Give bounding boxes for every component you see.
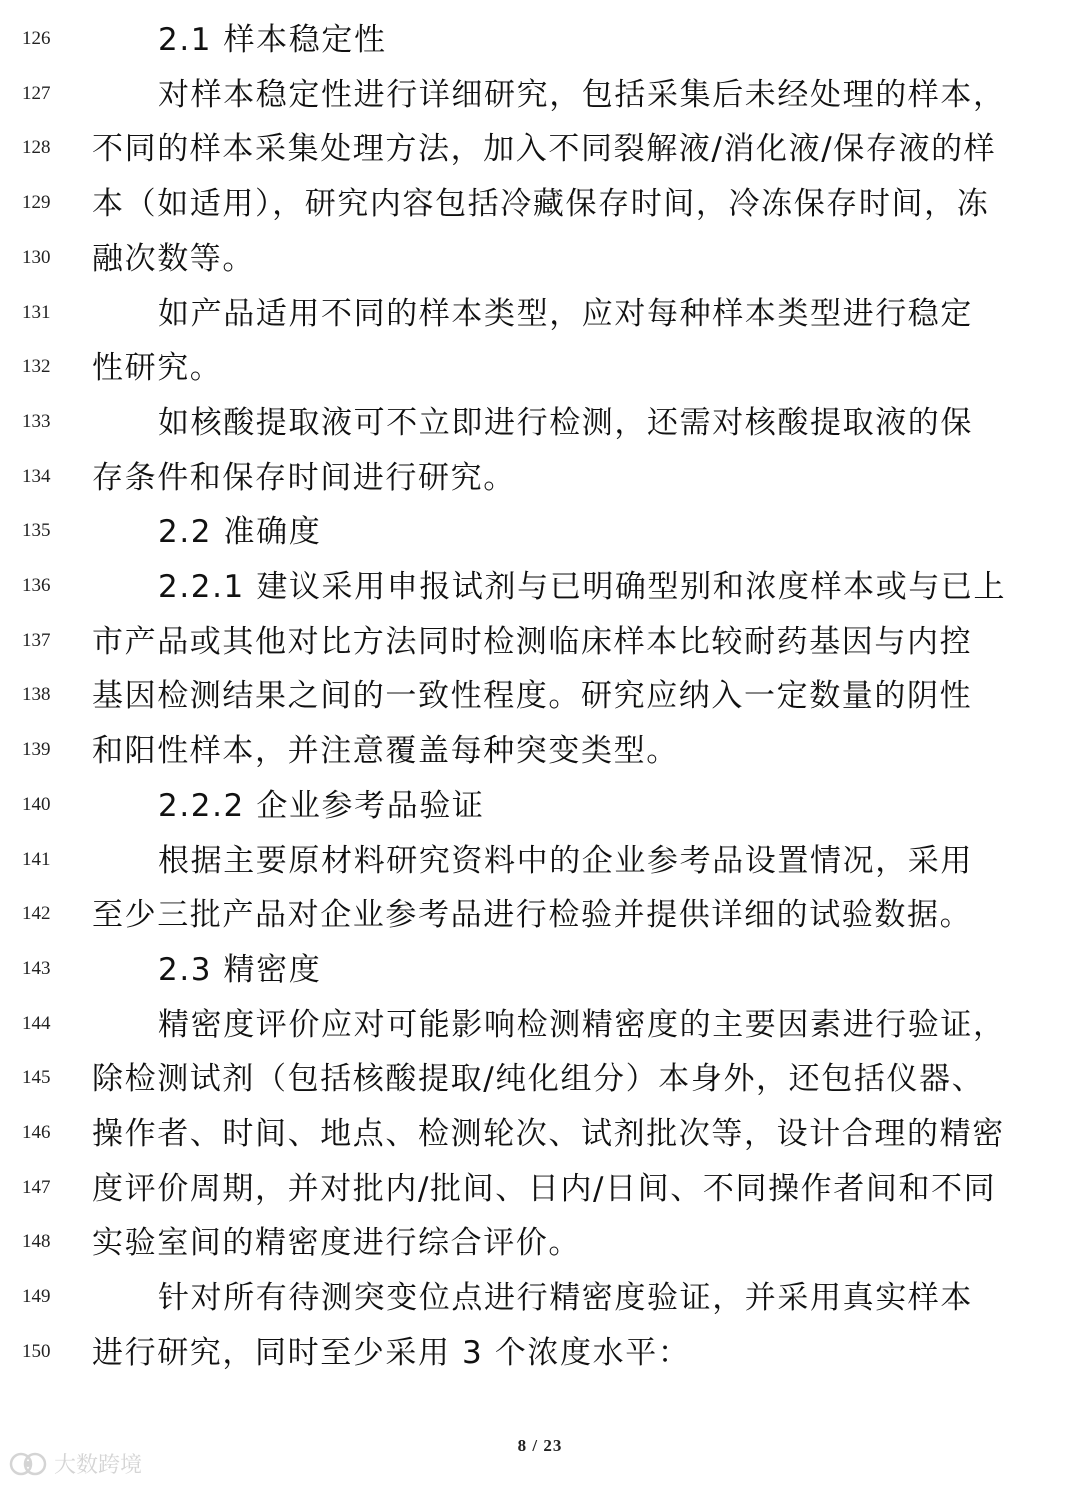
line-text: 根据主要原材料研究资料中的企业参考品设置情况，采用 [158, 842, 973, 879]
document-line [0, 340, 1080, 396]
line-text: 对样本稳定性进行详细研究，包括采集后未经处理的样本， [158, 76, 1006, 113]
document-line [0, 614, 1080, 670]
line-number: 131 [22, 301, 51, 323]
document-line [0, 942, 1080, 998]
document-line [0, 176, 1080, 232]
line-text: 如产品适用不同的样本类型，应对每种样本类型进行稳定 [158, 295, 973, 332]
document-line [0, 833, 1080, 889]
line-number: 132 [22, 356, 51, 378]
watermark [8, 1448, 142, 1479]
document-line [0, 1325, 1080, 1381]
line-number: 144 [22, 1012, 51, 1034]
line-number: 148 [22, 1231, 51, 1253]
line-text: 操作者、时间、地点、检测轮次、试剂批次等，设计合理的精密 [92, 1116, 1005, 1152]
line-text: 2.2 准确度 [158, 514, 322, 551]
document-line [0, 778, 1080, 834]
line-number: 130 [22, 246, 51, 268]
document-line [0, 67, 1080, 123]
line-number: 141 [22, 848, 51, 870]
line-number: 136 [22, 575, 51, 596]
line-text: 性研究。 [92, 350, 223, 387]
line-number: 127 [22, 82, 51, 104]
line-number: 143 [22, 957, 51, 979]
document-line [0, 997, 1080, 1053]
line-number: 137 [22, 629, 51, 651]
document-line [0, 1215, 1080, 1271]
line-number: 140 [22, 793, 51, 815]
line-text: 实验室间的精密度进行综合评价。 [92, 1225, 581, 1262]
line-text: 和阳性样本，并注意覆盖每种突变类型。 [92, 733, 679, 770]
line-number: 147 [22, 1176, 51, 1198]
line-number: 135 [22, 520, 51, 542]
line-number: 138 [22, 684, 51, 706]
line-text: 基因检测结果之间的一致性程度。研究应纳入一定数量的阴性 [92, 678, 973, 715]
line-text: 市产品或其他对比方法同时检测临床样本比较耐药基因与内控 [92, 623, 973, 660]
document-line [0, 723, 1080, 779]
document-line [0, 559, 1080, 615]
line-number: 150 [22, 1340, 51, 1362]
line-text: 本（如适用），研究内容包括冷藏保存时间，冷冻保存时间，冻 [92, 186, 990, 223]
document-line [0, 1106, 1080, 1162]
line-number: 134 [22, 465, 51, 487]
line-text: 度评价周期，并对批内/批间、日内/日间、不同操作者间和不同 [92, 1170, 997, 1207]
line-number: 128 [22, 137, 51, 159]
line-text: 2.2.2 企业参考品验证 [158, 787, 485, 824]
document-line [0, 887, 1080, 943]
line-text: 2.1 样本稳定性 [158, 22, 387, 58]
document-line [0, 450, 1080, 506]
line-number: 149 [22, 1286, 51, 1308]
line-text: 精密度评价应对可能影响检测精密度的主要因素进行验证， [158, 1006, 1006, 1043]
line-number: 142 [22, 903, 51, 925]
document-line [0, 1270, 1080, 1326]
line-text: 除检测试剂（包括核酸提取/纯化组分）本身外，还包括仪器、 [92, 1061, 985, 1098]
document-line [0, 504, 1080, 560]
document-line [0, 286, 1080, 342]
line-text: 2.2.1 建议采用申报试剂与已明确型别和浓度样本或与已上 [158, 569, 1007, 605]
line-number: 146 [22, 1122, 51, 1143]
line-text: 存条件和保存时间进行研究。 [92, 459, 516, 496]
watermark-text: 大数跨境 [54, 1453, 143, 1478]
document-line [0, 668, 1080, 724]
document-line [0, 395, 1080, 451]
line-text: 不同的样本采集处理方法，加入不同裂解液/消化液/保存液的样 [92, 131, 997, 168]
line-text: 至少三批产品对企业参考品进行检验并提供详细的试验数据。 [92, 897, 973, 934]
line-text: 如核酸提取液可不立即进行检测，还需对核酸提取液的保 [158, 404, 973, 441]
line-text: 针对所有待测突变位点进行精密度验证，并采用真实样本 [158, 1280, 973, 1317]
line-number: 129 [22, 192, 51, 214]
document-line [0, 231, 1080, 287]
line-text: 2.3 精密度 [158, 951, 322, 988]
line-number: 145 [22, 1067, 51, 1089]
line-number: 126 [22, 28, 51, 49]
line-text: 融次数等。 [92, 240, 255, 277]
line-number: 133 [22, 410, 51, 432]
line-text: 进行研究，同时至少采用 3 个浓度水平： [92, 1334, 691, 1371]
document-line [0, 1051, 1080, 1107]
line-number: 139 [22, 739, 51, 761]
document-line [0, 121, 1080, 177]
page-number: 8 / 23 [517, 1436, 563, 1455]
document-line [0, 12, 1080, 68]
watermark-logo-icon [8, 1451, 48, 1477]
document-line [0, 1161, 1080, 1217]
